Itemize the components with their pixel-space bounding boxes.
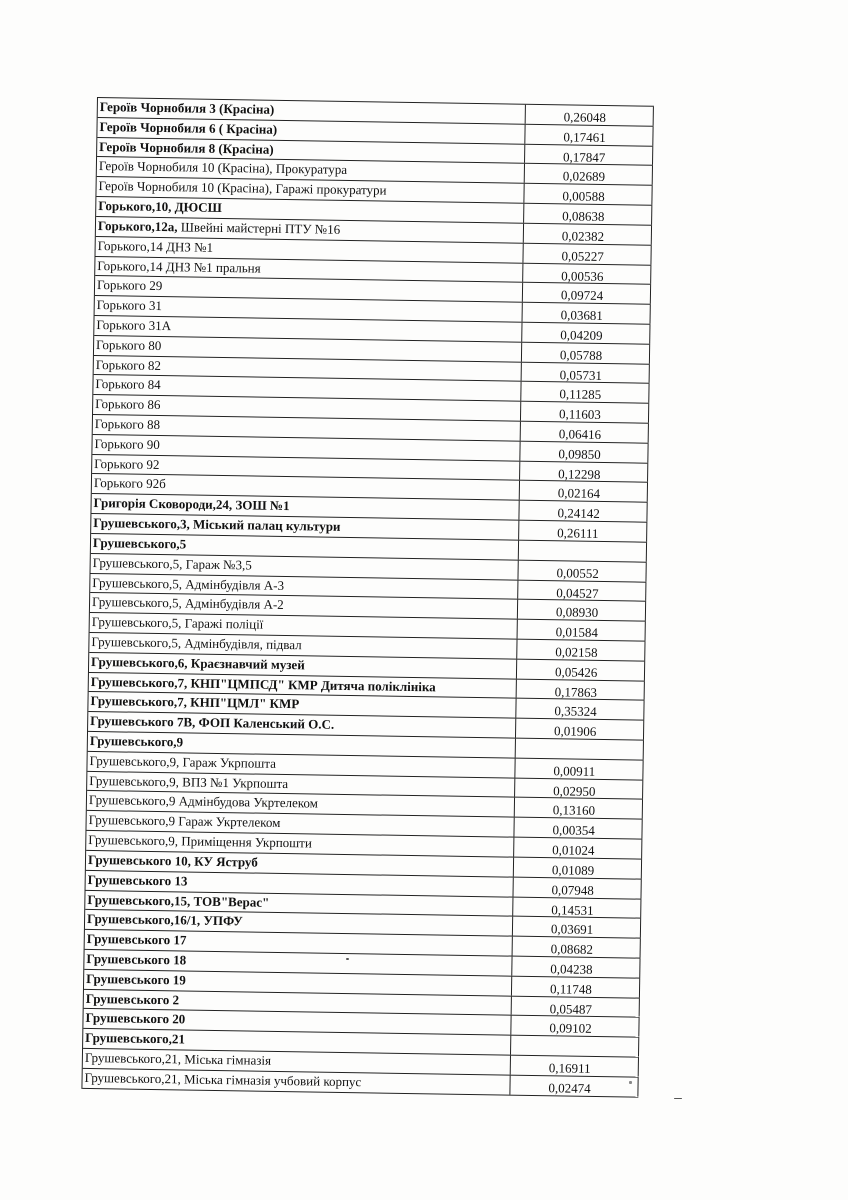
value-cell: 0,05227 (523, 243, 651, 264)
address-cell: Грушевського,3, Міський палац культури (91, 514, 519, 540)
value-cell: 0,26111 (519, 521, 647, 542)
address-cell: Грушевського,5, Адмінбудівля А-3 (90, 573, 518, 599)
value-cell: 0,05788 (522, 342, 650, 363)
address-bold-part: Горького,12а, (97, 217, 178, 235)
address-cell: Грушевського,9 (88, 732, 516, 758)
value-cell: 0,09724 (523, 283, 651, 304)
value-cell: 0,11603 (521, 402, 649, 423)
value-cell: 0,08930 (518, 600, 646, 621)
address-cell: Грушевського,7, КНП"ЦМЛ" КМР (88, 692, 516, 718)
scan-speck (674, 1098, 682, 1099)
address-cell: Грушевського,21, Міська гімназія учбовий корпус (82, 1069, 510, 1095)
address-cell: Грушевського 17 (85, 930, 513, 956)
address-cell: Горького,14 ДНЗ №1 (96, 237, 524, 263)
value-cell: 0,06416 (521, 422, 649, 443)
value-cell: 0,01024 (514, 838, 642, 859)
value-cell: 0,02950 (515, 778, 643, 799)
value-cell: 0,07948 (513, 877, 641, 898)
value-cell: 0,01584 (518, 620, 646, 641)
address-cell: Героїв Чорнобиля 10 (Красіна), Прокуратура (97, 157, 525, 183)
value-cell: 0,04209 (522, 323, 650, 344)
address-cell: Грушевського,9 Гараж Укртелеком (86, 811, 514, 837)
address-cell: Горького 86 (93, 395, 521, 421)
address-cell: Героїв Чорнобиля 6 ( Красіна) (97, 118, 525, 144)
value-cell: 0,03681 (523, 303, 651, 324)
value-cell: 0,02382 (524, 224, 652, 245)
value-cell: 0,00536 (523, 263, 651, 284)
value-cell: 0,13160 (515, 798, 643, 819)
address-cell: Грушевського 19 (84, 970, 512, 996)
value-cell: 0,08638 (524, 204, 652, 225)
address-cell: Грушевського 10, КУ Яструб (86, 851, 514, 877)
address-cell: Грушевського,6, Краєзнавчий музей (89, 653, 517, 679)
address-cell: Горького 90 (92, 435, 520, 461)
value-cell: 0,01906 (516, 719, 644, 740)
value-cell: 0,17461 (525, 125, 653, 146)
address-cell: Горького 80 (94, 336, 522, 362)
address-cell: Горького 31А (94, 316, 522, 342)
address-cell: Героїв Чорнобиля 3 (Красіна) (98, 98, 526, 124)
address-cell: Грушевського,5, Гараж №3,5 (91, 554, 519, 580)
value-cell: 0,05731 (522, 362, 650, 383)
value-cell: 0,00911 (515, 758, 643, 779)
scan-speck (629, 1081, 632, 1084)
address-cell: Грушевського,21 (83, 1029, 511, 1055)
address-cell: Грушевського 7В, ФОП Каленський О.С. (88, 712, 516, 738)
address-cell: Грушевського 2 (84, 989, 512, 1015)
value-cell: 0,00354 (514, 818, 642, 839)
address-cell: Григорія Сковороди,24, ЗОШ №1 (91, 494, 519, 520)
address-cell: Грушевського,9, Приміщення Укрпошти (86, 831, 514, 857)
address-cell: Грушевського 13 (86, 871, 514, 897)
address-cell: Горького 84 (93, 375, 521, 401)
value-cell: 0,14531 (513, 897, 641, 918)
value-cell: 0,02158 (517, 640, 645, 661)
value-cell: 0,12298 (520, 461, 648, 482)
address-cell: Грушевського,9, Гараж Укрпошта (87, 752, 515, 778)
address-cell: Горького,14 ДНЗ №1 пральня (95, 256, 523, 282)
value-cell: 0,02164 (520, 481, 648, 502)
scan-speck (346, 958, 349, 960)
address-cell: Горького 31 (95, 296, 523, 322)
address-cell: Грушевського 18 (84, 950, 512, 976)
value-cell: 0,00588 (524, 184, 652, 205)
value-cell: 0,24142 (519, 501, 647, 522)
value-cell: 0,35324 (516, 699, 644, 720)
value-cell: 0,11748 (512, 976, 640, 997)
address-cell: Грушевського,5, Адмінбудівля, підвал (89, 633, 517, 659)
address-cell: Грушевського,7, КНП"ЦМПСД" КМР Дитяча поліклініка (89, 673, 517, 699)
address-cell: Горького 29 (95, 276, 523, 302)
value-cell: 0,09102 (511, 1016, 639, 1037)
value-cell: 0,01089 (514, 858, 642, 879)
value-cell (516, 739, 644, 760)
value-cell: 0,02474 (510, 1075, 638, 1096)
value-cell: 0,17847 (525, 144, 653, 165)
value-cell: 0,04238 (512, 957, 640, 978)
value-cell (519, 541, 647, 562)
value-cell: 0,16911 (511, 1056, 639, 1077)
value-cell: 0,08682 (513, 937, 641, 958)
value-cell: 0,05426 (517, 659, 645, 680)
address-cell: Горького 92б (92, 474, 520, 500)
value-cell: 0,11285 (521, 382, 649, 403)
address-cell: Горького 92 (92, 455, 520, 481)
address-rest-part: Швейні майстерні ПТУ №16 (177, 219, 341, 237)
value-cell: 0,00552 (518, 560, 646, 581)
address-cell: Горького 82 (94, 356, 522, 382)
address-cell: Грушевського,15, ТОВ"Верас" (85, 890, 513, 916)
value-cell: 0,05487 (512, 996, 640, 1017)
address-cell: Грушевського,5 (91, 534, 519, 560)
address-cell: Грушевського,9, ВПЗ №1 Укрпошта (87, 772, 515, 798)
value-cell: 0,02689 (525, 164, 653, 185)
address-cell: Грушевського,9 Адмінбудова Укртелеком (87, 791, 515, 817)
address-cell: Горького 88 (93, 415, 521, 441)
address-cell: Горького,10, ДЮСШ (96, 197, 524, 223)
address-cell: Героїв Чорнобиля 8 (Красіна) (97, 138, 525, 164)
address-cell: Грушевського,21, Міська гімназія (83, 1049, 511, 1075)
value-cell (511, 1036, 639, 1057)
value-cell: 0,17863 (517, 679, 645, 700)
address-cell: Грушевського 20 (83, 1009, 511, 1035)
value-cell: 0,04527 (518, 580, 646, 601)
value-cell: 0,09850 (520, 442, 648, 463)
value-cell: 0,03691 (513, 917, 641, 938)
address-cell: Грушевського,16/1, УПФУ (85, 910, 513, 936)
consumption-table (81, 97, 654, 1097)
address-cell: Грушевського,5, Адмінбудівля А-2 (90, 593, 518, 619)
address-cell: Героїв Чорнобиля 10 (Красіна), Гаражі прокуратури (96, 177, 524, 203)
address-cell: Грушевського,5, Гаражі поліції (90, 613, 518, 639)
value-cell: 0,26048 (526, 105, 654, 126)
